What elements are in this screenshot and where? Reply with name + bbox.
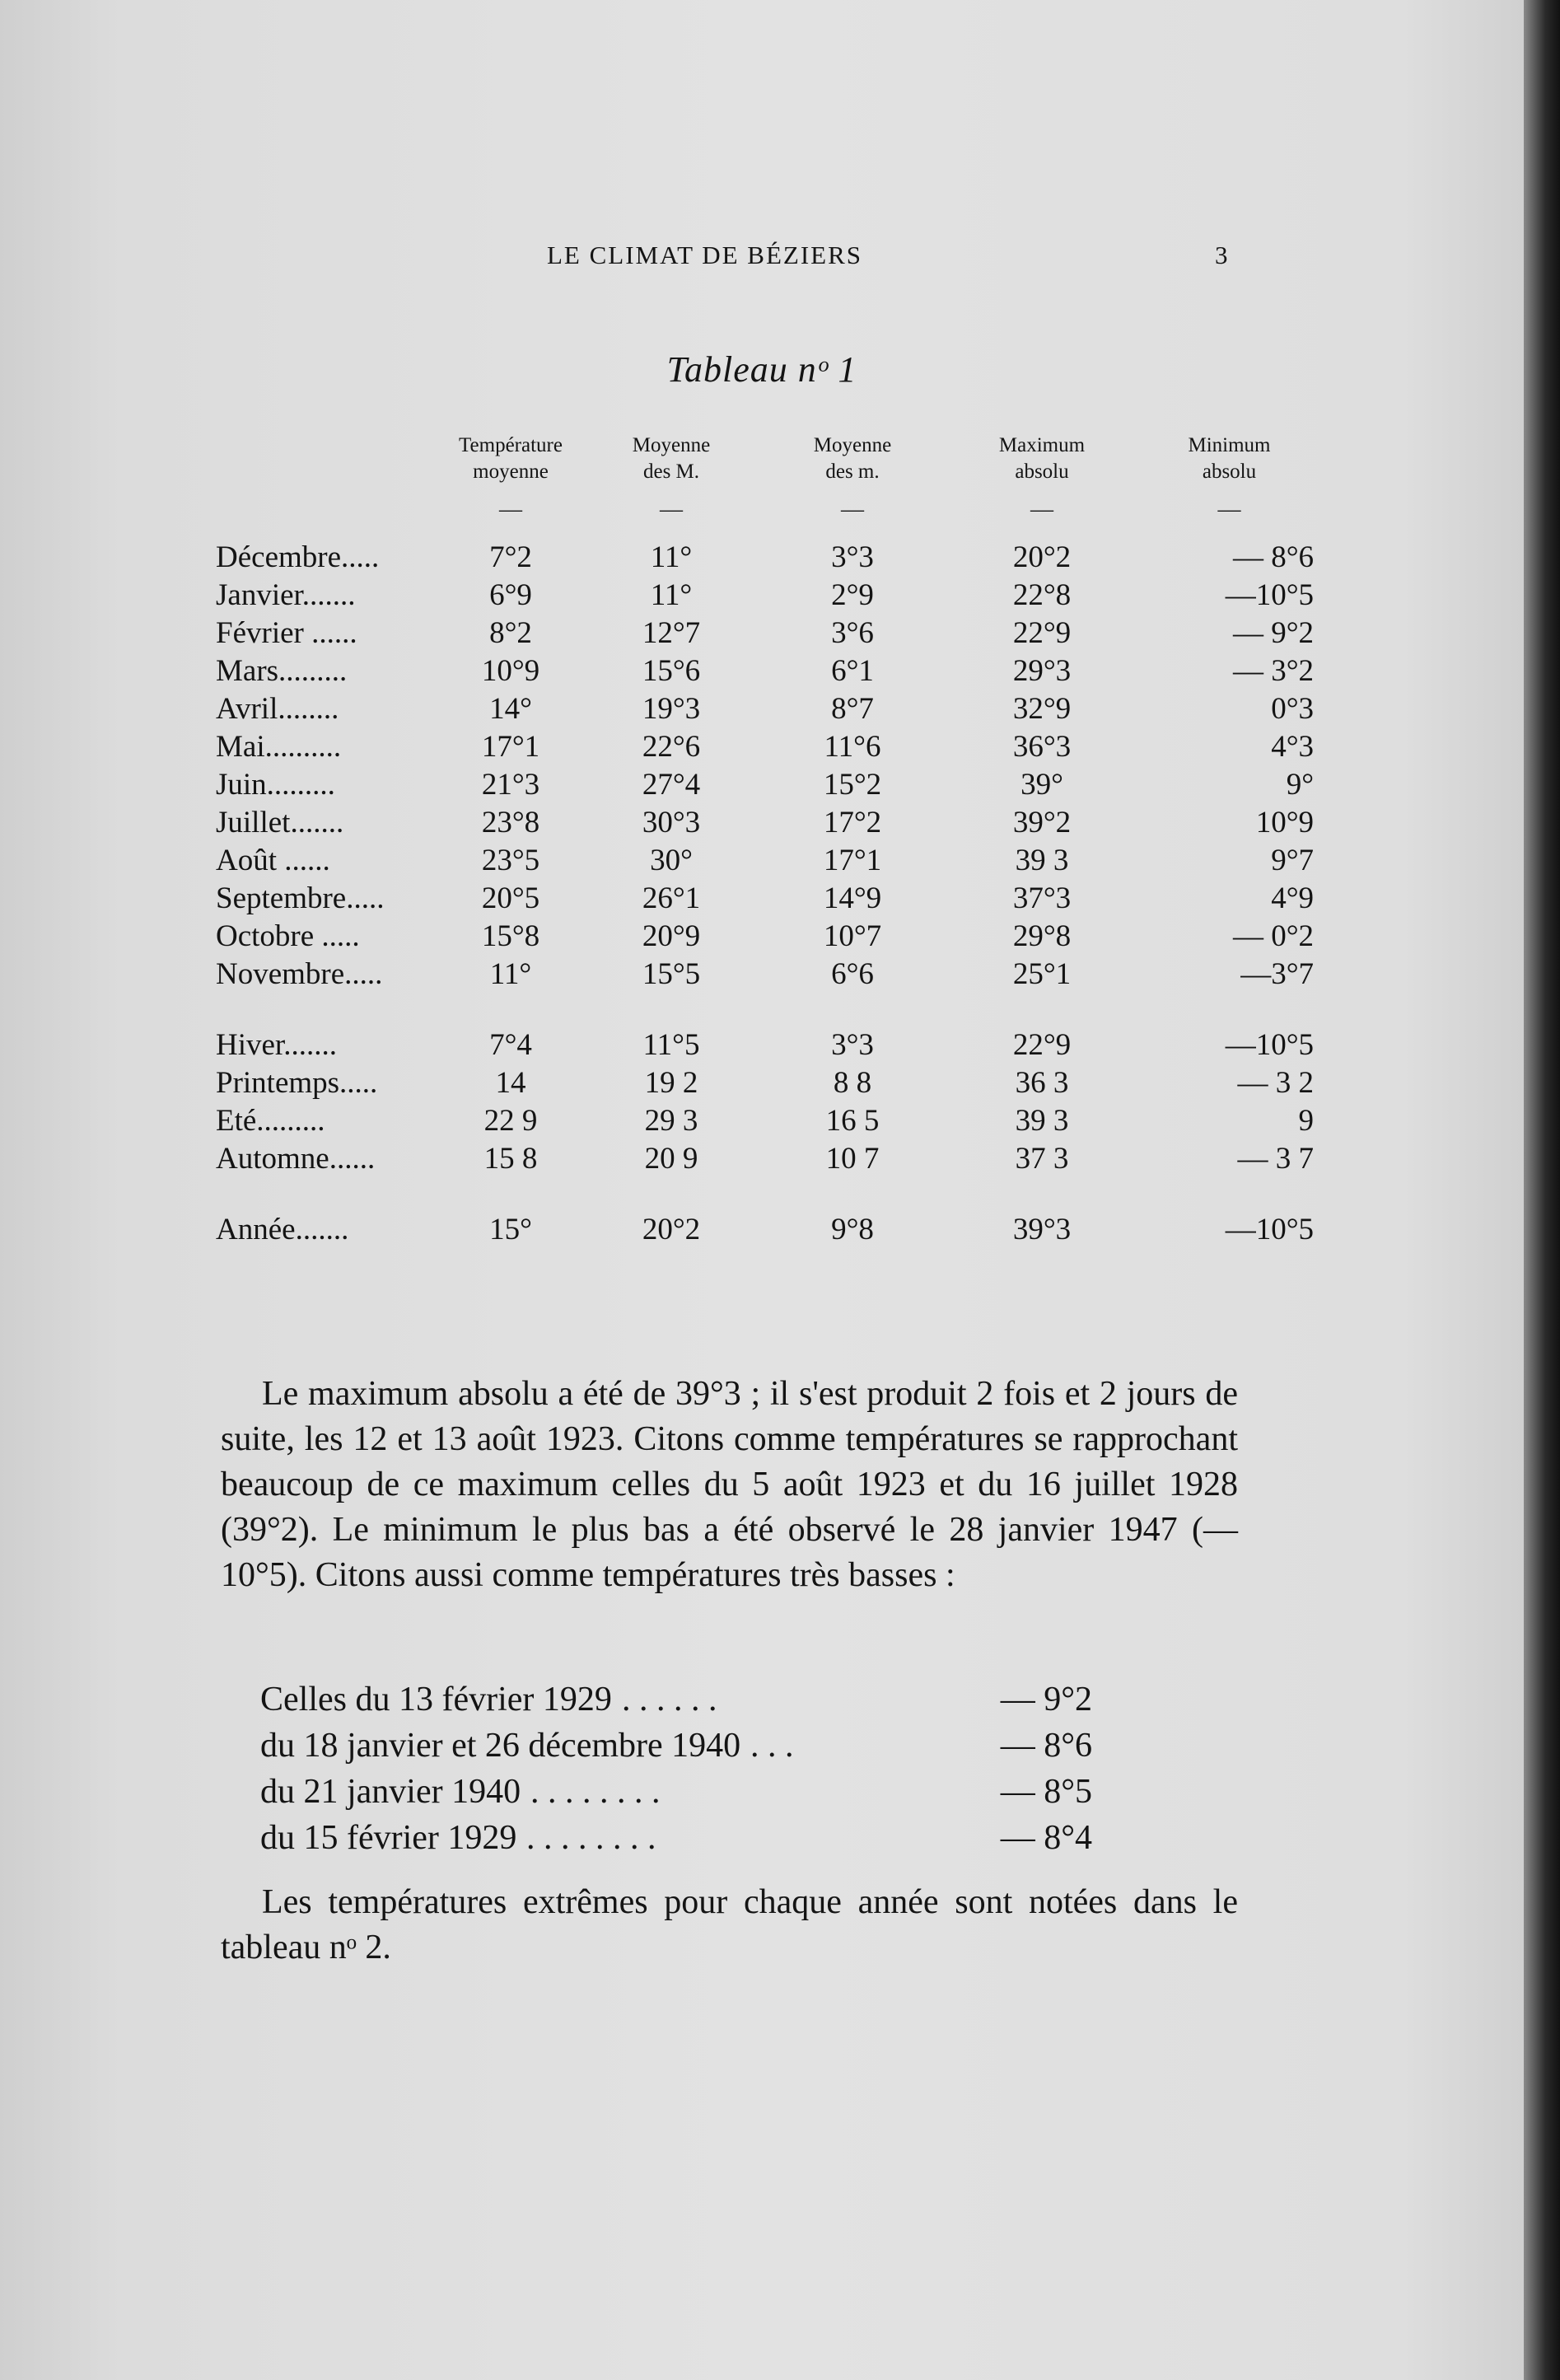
month-row <box>216 955 1314 993</box>
paragraph-closing: Les températures extrêmes pour chaque année sont notées dans le tableau nᵒ 2. <box>221 1883 1238 1966</box>
season-row <box>216 1026 1314 1064</box>
table-cell: 4°9 <box>1271 881 1314 915</box>
table-spacer-row <box>216 1177 1314 1210</box>
table-cell: 11°6 <box>824 729 881 764</box>
table-cell: 17°2 <box>823 805 882 839</box>
table-cell: 29°8 <box>1012 919 1072 953</box>
row-label: Hiver....... <box>216 1027 337 1062</box>
header-moyenne-min: Moyenne des m. — <box>813 434 892 522</box>
table-cell: 8°7 <box>831 691 874 726</box>
table-cell: 11° <box>650 540 693 574</box>
table-header-row <box>216 433 1314 538</box>
header-maximum-absolu: Maximum absolu — <box>998 434 1086 522</box>
table-cell: 0°3 <box>1271 691 1314 726</box>
table-cell: 8°2 <box>489 615 532 650</box>
season-row <box>216 1064 1314 1101</box>
table-cell: 15°5 <box>642 956 701 991</box>
year-row <box>216 1210 1314 1248</box>
row-label: Année....... <box>216 1212 349 1246</box>
table-cell: 6°9 <box>489 577 532 612</box>
row-label: Septembre..... <box>216 881 385 915</box>
table-cell: 29 3 <box>644 1103 698 1138</box>
row-label: Juin......... <box>216 767 335 802</box>
extreme-value: — 8°5 <box>1000 1773 1092 1811</box>
header-spacer <box>216 433 445 538</box>
month-row <box>216 841 1314 879</box>
table-cell: 20°2 <box>642 1212 701 1246</box>
row-label: Mars......... <box>216 653 348 688</box>
table-cell: 7°4 <box>489 1027 532 1062</box>
table-cell: 2°9 <box>831 577 874 612</box>
table-cell: 10°7 <box>823 919 882 953</box>
table-cell: 27°4 <box>642 767 701 802</box>
table-cell: 37 3 <box>1015 1141 1069 1176</box>
table-cell: —10°5 <box>1225 1212 1314 1246</box>
header-minimum-absolu: Minimum absolu — <box>1188 434 1271 522</box>
table-cell: 39°3 <box>1012 1212 1072 1246</box>
table-cell: 10°9 <box>1255 805 1314 839</box>
table-cell: 22 9 <box>483 1103 538 1138</box>
table-cell: 22°9 <box>1012 1027 1072 1062</box>
extreme-item <box>260 1769 1092 1815</box>
table-cell: 30°3 <box>642 805 701 839</box>
extremes-list <box>260 1676 1092 1861</box>
table-cell: 10°9 <box>481 653 540 688</box>
table-cell: 16 5 <box>825 1103 880 1138</box>
row-label: Eté......... <box>216 1103 325 1138</box>
header-moyenne-max: Moyenne des M. — <box>632 434 711 522</box>
row-label: Janvier....... <box>216 577 356 612</box>
extreme-date: du 15 février 1929 <box>260 1819 517 1857</box>
table-cell: 39 3 <box>1015 843 1069 877</box>
table-cell: 6°6 <box>831 956 874 991</box>
season-row <box>216 1101 1314 1139</box>
table-cell: 3°3 <box>831 540 874 574</box>
table-cell: —3°7 <box>1240 956 1314 991</box>
row-label: Printemps..... <box>216 1065 378 1100</box>
table-cell: 14°9 <box>823 881 882 915</box>
table-cell: 25°1 <box>1012 956 1072 991</box>
table-cell: — 9°2 <box>1232 615 1314 650</box>
table-cell: — 3 7 <box>1237 1141 1314 1176</box>
extreme-value: — 8°4 <box>1000 1819 1092 1857</box>
table-cell: 39 3 <box>1015 1103 1069 1138</box>
table-cell: 9°8 <box>831 1212 874 1246</box>
table-cell: 11° <box>489 956 532 991</box>
table-cell: 17°1 <box>481 729 540 764</box>
table-cell: 21°3 <box>481 767 540 802</box>
table-cell: — 3 2 <box>1237 1065 1314 1100</box>
month-row <box>216 803 1314 841</box>
table-cell: 11°5 <box>642 1027 700 1062</box>
row-label: Février ...... <box>216 615 357 650</box>
table-cell: 23°8 <box>481 805 540 839</box>
table-cell: 15 8 <box>483 1141 538 1176</box>
row-label: Mai.......... <box>216 729 342 764</box>
extreme-date: Celles du 13 février 1929 <box>260 1681 612 1718</box>
extreme-item <box>260 1676 1092 1723</box>
table-cell: 30° <box>650 843 693 877</box>
table-cell: 10 7 <box>825 1141 880 1176</box>
table-cell: 9° <box>1286 767 1314 802</box>
table-cell: 26°1 <box>642 881 701 915</box>
row-label: Avril........ <box>216 691 339 726</box>
table-cell: 9 <box>1298 1103 1314 1138</box>
table-cell: 29°3 <box>1012 653 1072 688</box>
extreme-value: — 8°6 <box>1000 1727 1092 1765</box>
table-cell: 37°3 <box>1012 881 1072 915</box>
month-row <box>216 652 1314 690</box>
table-cell: 3°3 <box>831 1027 874 1062</box>
leader-dots: . . . <box>750 1727 794 1765</box>
table-cell: — 3°2 <box>1232 653 1314 688</box>
table-cell: 15°2 <box>823 767 882 802</box>
table-cell: 15°6 <box>642 653 701 688</box>
table-cell: —10°5 <box>1225 1027 1314 1062</box>
table-cell: 3°6 <box>831 615 874 650</box>
month-row <box>216 576 1314 614</box>
row-label: Juillet....... <box>216 805 344 839</box>
table-cell: 15° <box>489 1212 532 1246</box>
leader-dots: . . . . . . . . <box>526 1819 656 1857</box>
table-cell: 4°3 <box>1271 729 1314 764</box>
table-cell: 32°9 <box>1012 691 1072 726</box>
book-spine-shadow <box>1524 0 1560 2380</box>
table-cell: 14° <box>489 691 532 726</box>
table-cell: 17°1 <box>823 843 882 877</box>
table-cell: 9°7 <box>1271 843 1314 877</box>
table-cell: 12°7 <box>642 615 701 650</box>
month-row <box>216 614 1314 652</box>
month-row <box>216 690 1314 727</box>
table-cell: — 0°2 <box>1232 919 1314 953</box>
extreme-value: — 9°2 <box>1000 1681 1092 1718</box>
row-label: Automne...... <box>216 1141 376 1176</box>
table-cell: 22°9 <box>1012 615 1072 650</box>
paragraph-maximum: Le maximum absolu a été de 39°3 ; il s'est produit 2 fois et 2 jours de suite, les 12 et 13 août 1923. Citons comme températures se rapprochant beaucoup de ce maximum celles du 5 août 1923 et du 16 juillet 1928 (39°2). Le minimum le plus bas a été observé le 28 janvier 1947 (—10°5). Citons aussi comme températures très basses : <box>221 1375 1238 1594</box>
running-head <box>0 241 1524 282</box>
extreme-item <box>260 1723 1092 1769</box>
table-cell: 19 2 <box>644 1065 698 1100</box>
table-cell: 22°8 <box>1012 577 1072 612</box>
table-cell: — 8°6 <box>1232 540 1314 574</box>
row-label: Octobre ..... <box>216 919 360 953</box>
running-head-title: LE CLIMAT DE BÉZIERS <box>547 241 862 269</box>
row-label: Août ...... <box>216 843 330 877</box>
extreme-item <box>260 1815 1092 1861</box>
table-cell: 15°8 <box>481 919 540 953</box>
month-row <box>216 538 1314 576</box>
header-temp-moyenne: Température moyenne — <box>459 434 563 522</box>
climate-table <box>216 433 1314 1248</box>
table-cell: 14 <box>495 1065 526 1100</box>
row-label: Novembre..... <box>216 956 383 991</box>
table-cell: 20°9 <box>642 919 701 953</box>
season-row <box>216 1139 1314 1177</box>
table-title: Tableau nᵒ 1 <box>666 349 857 390</box>
table-cell: 36 3 <box>1015 1065 1069 1100</box>
leader-dots: . . . . . . <box>622 1681 717 1718</box>
extreme-date: du 18 janvier et 26 décembre 1940 <box>260 1727 741 1765</box>
page-number: 3 <box>1215 241 1228 269</box>
month-row <box>216 879 1314 917</box>
table-body <box>216 538 1314 1248</box>
leader-dots: . . . . . . . . <box>530 1773 661 1811</box>
table-cell: 39°2 <box>1012 805 1072 839</box>
table-cell: 39° <box>1021 767 1063 802</box>
table-cell: 22°6 <box>642 729 701 764</box>
month-row <box>216 727 1314 765</box>
table-spacer-row <box>216 993 1314 1026</box>
table-cell: 20°2 <box>1012 540 1072 574</box>
table-cell: 20 9 <box>644 1141 698 1176</box>
table-cell: —10°5 <box>1225 577 1314 612</box>
table-cell: 36°3 <box>1012 729 1072 764</box>
table-cell: 7°2 <box>489 540 532 574</box>
table-cell: 19°3 <box>642 691 701 726</box>
row-label: Décembre..... <box>216 540 380 574</box>
table-cell: 23°5 <box>481 843 540 877</box>
month-row <box>216 765 1314 803</box>
table-cell: 6°1 <box>831 653 874 688</box>
table-cell: 20°5 <box>481 881 540 915</box>
extreme-date: du 21 janvier 1940 <box>260 1773 521 1811</box>
month-row <box>216 917 1314 955</box>
table-cell: 11° <box>650 577 693 612</box>
table-cell: 8 8 <box>833 1065 872 1100</box>
